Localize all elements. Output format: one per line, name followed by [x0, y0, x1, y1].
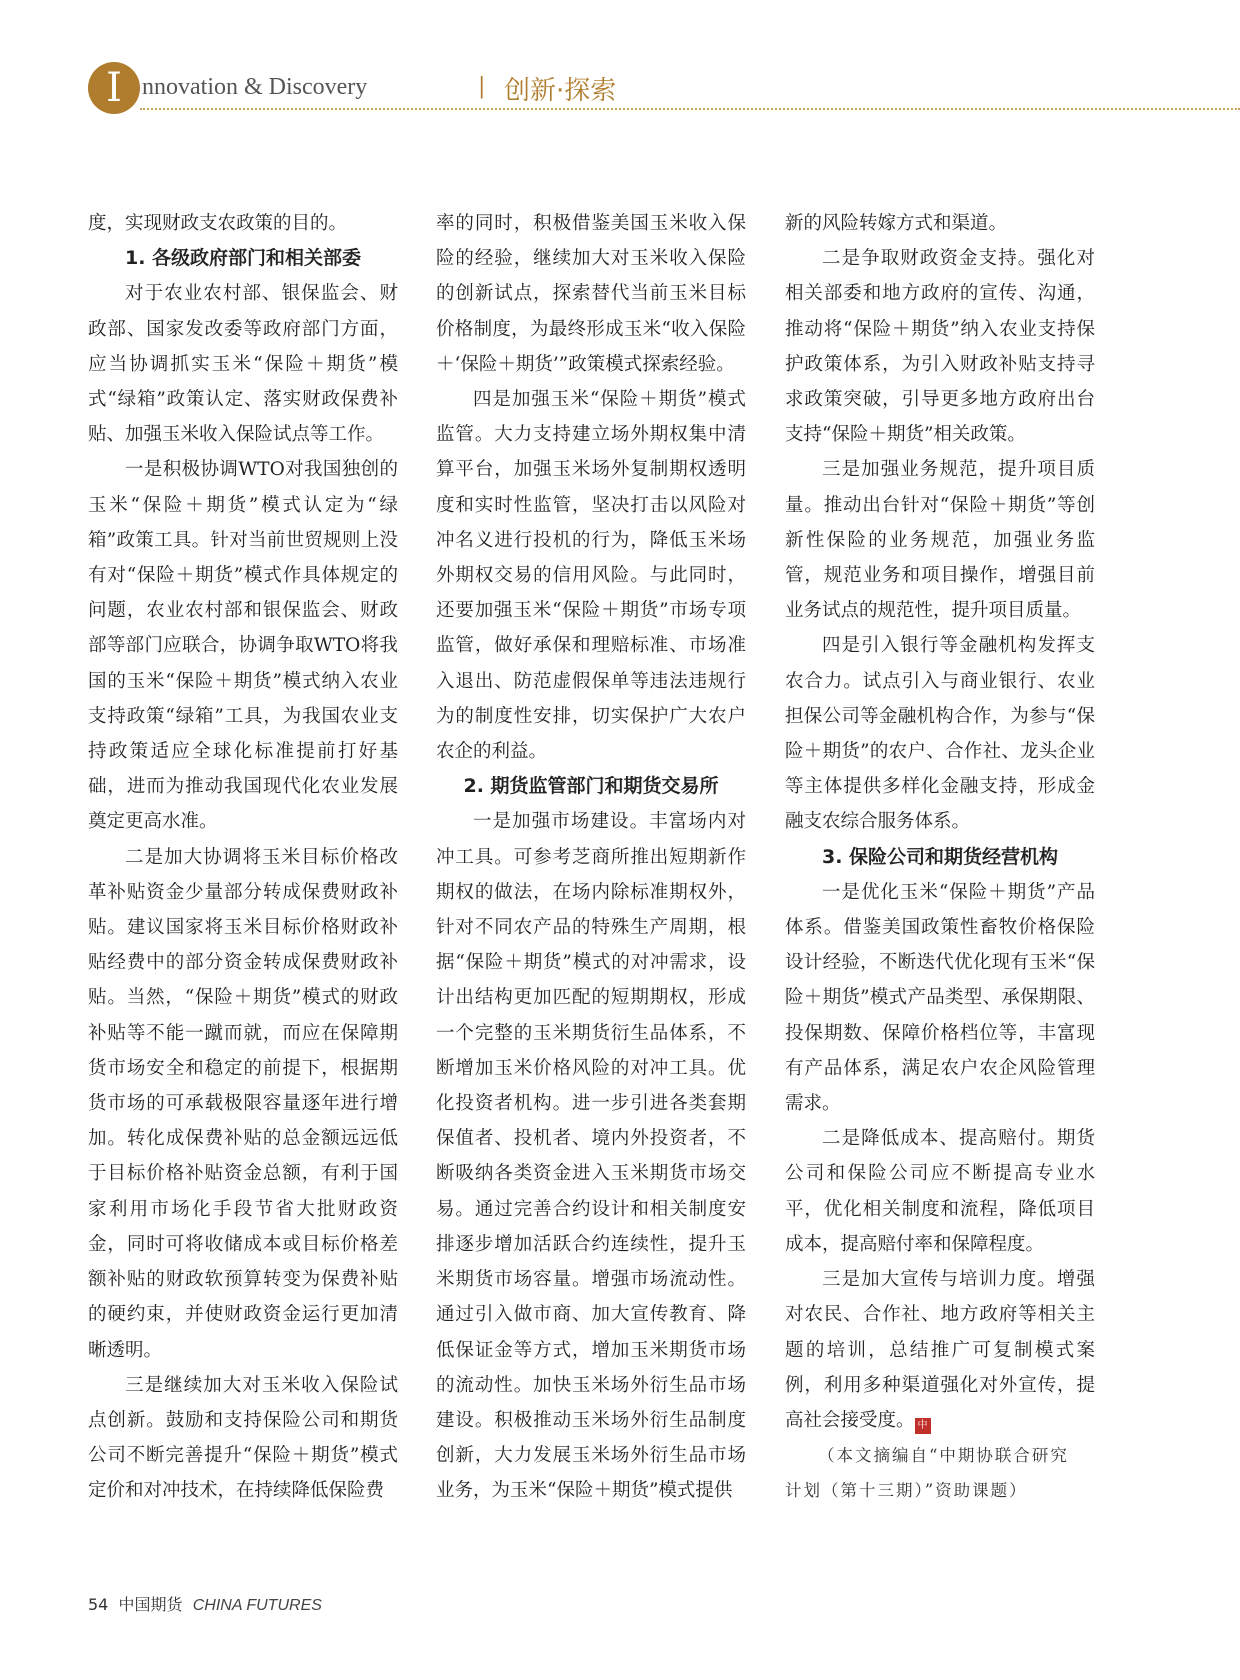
paragraph: 二是争取财政资金支持。强化对相关部委和地方政府的宣传、沟通，推动将“保险＋期货”纳入农业支持保护政策体系，为引入财政补贴支持寻求政策突破，引导更多地方政府出台支持“保险＋期货”相关政策。 — [785, 248, 1095, 446]
paragraph-final-text: 三是加大宣传与培训力度。增强对农民、合作社、地方政府等相关主题的培训，总结推广可复制模式案例，利用多种渠道强化对外宣传，提高社会接受度。 — [785, 1269, 1095, 1431]
magazine-name-en: CHINA FUTURES — [192, 1597, 322, 1614]
page-header — [88, 62, 1240, 114]
paragraph-final — [785, 1262, 1095, 1438]
text-column-2 — [436, 206, 746, 1509]
section-title-en: nnovation & Discovery — [142, 74, 368, 100]
source-note — [785, 1438, 1095, 1508]
paragraph: 一是优化玉米“保险＋期货”产品体系。借鉴美国政策性畜牧价格保险设计经验，不断迭代优化现有玉米“保险＋期货”模式产品类型、承保期限、投保期数、保障价格档位等，丰富现有产品体系，满足农户农企风险管理需求。 — [785, 881, 1095, 1115]
paragraph: 四是引入银行等金融机构发挥支农合力。试点引入与商业银行、农业担保公司等金融机构合作，为参与“保险＋期货”的农户、合作社、龙头企业等主体提供多样化金融支持，形成金融支农综合服务体系。 — [785, 635, 1095, 833]
header-separator: | — [478, 74, 486, 99]
text-column-1 — [88, 206, 398, 1509]
section-heading-1: 1. 各级政府部门和相关部委 — [124, 247, 362, 270]
source-note-line-2: 计划（第十三期）”资助课题） — [785, 1481, 1028, 1501]
header-dotted-rule — [140, 108, 1240, 110]
paragraph: 三是继续加大对玉米收入保险试点创新。鼓励和支持保险公司和期货公司不断完善提升“保险＋期货”模式定价和对冲技术，在持续降低保险费 — [88, 1374, 398, 1502]
paragraph: 二是降低成本、提高赔付。期货公司和保险公司应不断提高专业水平，优化相关制度和流程，降低项目成本，提高赔付率和保障程度。 — [785, 1128, 1095, 1255]
section-title-cn: 创新·探索 — [504, 76, 617, 106]
paragraph: 三是加强业务规范，提升项目质量。推动出台针对“保险＋期货”等创新性保险的业务规范，加强业务监管，规范业务和项目操作，增强目前业务试点的规范性，提升项目质量。 — [785, 459, 1095, 622]
paragraph: 一是积极协调WTO对我国独创的玉米“保险＋期货”模式认定为“绿箱”政策工具。针对当前世贸规则上没有对“保险＋期货”模式作具体规定的问题，农业农村部和银保监会、财政部等部门应联合，协调争取WTO将我国的玉米“保险＋期货”模式纳入农业支持政策“绿箱”工具，为我国农业支持政策适应全球化标准提前打好基础，进而为推动我国现代化农业发展奠定更高水准。 — [88, 459, 398, 833]
text-column-3 — [785, 206, 1095, 1509]
paragraph: 对于农业农村部、银保监会、财政部、国家发改委等政府部门方面，应当协调抓实玉米“保险＋期货”模式“绿箱”政策认定、落实财政保费补贴、加强玉米收入保险试点等工作。 — [88, 283, 398, 446]
end-mark-icon: 中 — [915, 1418, 931, 1434]
magazine-name-cn: 中国期货 — [118, 1595, 183, 1614]
paragraph: 新的风险转嫁方式和渠道。 — [785, 213, 1008, 234]
source-note-line-1: （本文摘编自“中期协联合研究 — [818, 1446, 1069, 1466]
paragraph: 四是加强玉米“保险＋期货”模式监管。大力支持建立场外期权集中清算平台，加强玉米场外复制期权透明度和实时性监管，坚决打击以风险对冲名义进行投机的行为，降低玉米场外期权交易的信用风险。与此同时，还要加强玉米“保险＋期货”市场专项监管，做好承保和理赔标准、市场准入退出、防范虚假保单等违法违规行为的制度性安排，切实保护广大农户农企的利益。 — [436, 389, 746, 763]
section-heading-2: 2. 期货监管部门和期货交易所 — [463, 775, 719, 798]
section-heading-3: 3. 保险公司和期货经营机构 — [821, 845, 1059, 868]
section-initial-badge: I — [88, 62, 140, 114]
paragraph: 一是加强市场建设。丰富场内对冲工具。可参考芝商所推出短期新作期权的做法，在场内除标准期权外，针对不同农产品的特殊生产周期，根据“保险＋期货”模式的对冲需求，设计出结构更加匹配的短期期权，形成一个完整的玉米期货衍生品体系，不断增加玉米价格风险的对冲工具。优化投资者机构。进一步引进各类套期保值者、投机者、境内外投资者，不断吸纳各类资金进入玉米期货市场交易。通过完善合约设计和相关制度安排逐步增加活跃合约连续性，提升玉米期货市场容量。增强市场流动性。通过引入做市商、加大宣传教育、降低保证金等方式，增加玉米期货市场的流动性。加快玉米场外衍生品市场建设。积极推动玉米场外衍生品制度创新，大力发展玉米场外衍生品市场业务，为玉米“保险＋期货”模式提供 — [436, 811, 746, 1502]
paragraph: 度，实现财政支农政策的目的。 — [88, 213, 348, 234]
paragraph: 率的同时，积极借鉴美国玉米收入保险的经验，继续加大对玉米收入保险的创新试点，探索替代当前玉米目标价格制度，为最终形成玉米“收入保险＋‘保险＋期货’”政策模式探索经验。 — [436, 213, 746, 375]
page-footer — [88, 1592, 322, 1615]
paragraph: 二是加大协调将玉米目标价格改革补贴资金少量部分转成保费财政补贴。建议国家将玉米目标价格财政补贴经费中的部分资金转成保费财政补贴。当然，“保险＋期货”模式的财政补贴等不能一蹴而就，而应在保障期货市场安全和稳定的前提下，根据期货市场的可承载极限容量逐年进行增加。转化成保费补贴的总金额远远低于目标价格补贴资金总额，有利于国家利用市场化手段节省大批财政资金，同时可将收储成本或目标价格差额补贴的财政软预算转变为保费补贴的硬约束，并使财政资金运行更加清晰透明。 — [88, 846, 398, 1361]
page-number: 54 — [88, 1595, 109, 1614]
